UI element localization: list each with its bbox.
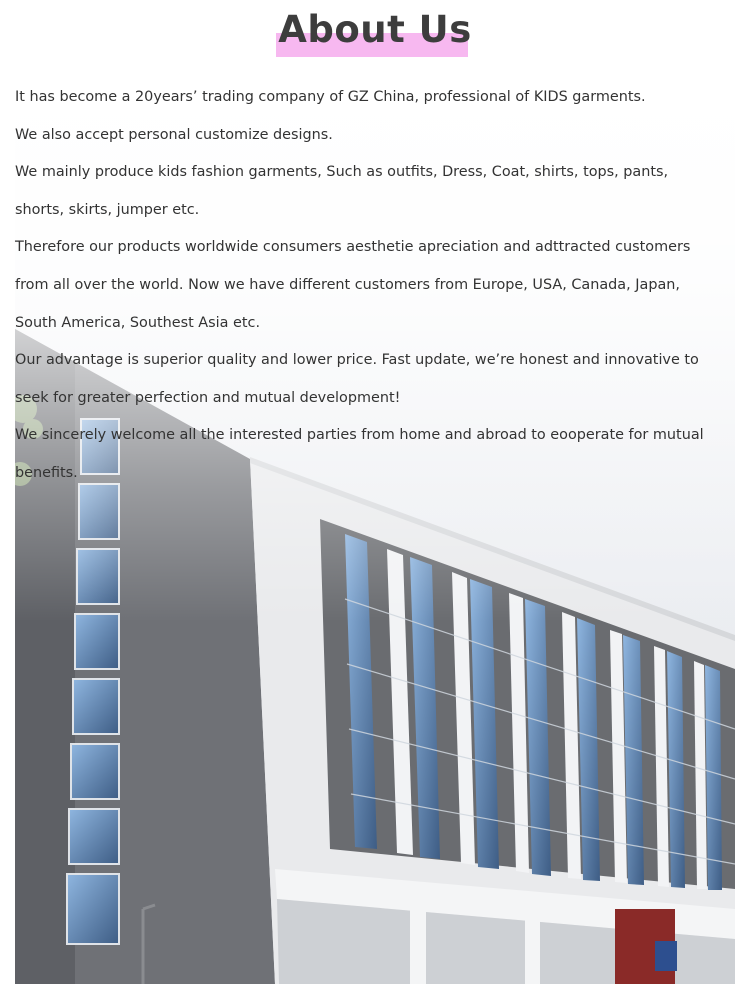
text-line-3: We mainly produce kids fashion garments, Such as outfits, Dress, Coat, shirts, tops, pants,	[15, 164, 669, 181]
about-us-heading	[0, 0, 750, 70]
about-text-block	[15, 79, 735, 493]
text-line-4: shorts, skirts, jumper etc.	[15, 201, 200, 218]
text-line-10: We sincerely welcome all the interested parties from home and abroad to eooperate for mutual	[15, 427, 704, 444]
text-line-7: South America, Southest Asia etc.	[15, 314, 261, 331]
text-line-5: Therefore our products worldwide consumers aesthetie apreciation and adttracted customers	[15, 239, 691, 256]
text-line-9: seek for greater perfection and mutual development!	[15, 389, 401, 406]
text-line-11: benefits.	[15, 464, 78, 481]
text-line-2: We also accept personal customize designs.	[15, 126, 333, 143]
text-line-8: Our advantage is superior quality and lower price. Fast update, we’re honest and innovative to	[15, 352, 699, 369]
text-line-1: It has become a 20years’ trading company of GZ China, professional of KIDS garments.	[15, 89, 646, 105]
page-title: About Us	[278, 8, 472, 51]
text-line-6: from all over the world. Now we have different customers from Europe, USA, Canada, Japan,	[15, 276, 680, 293]
